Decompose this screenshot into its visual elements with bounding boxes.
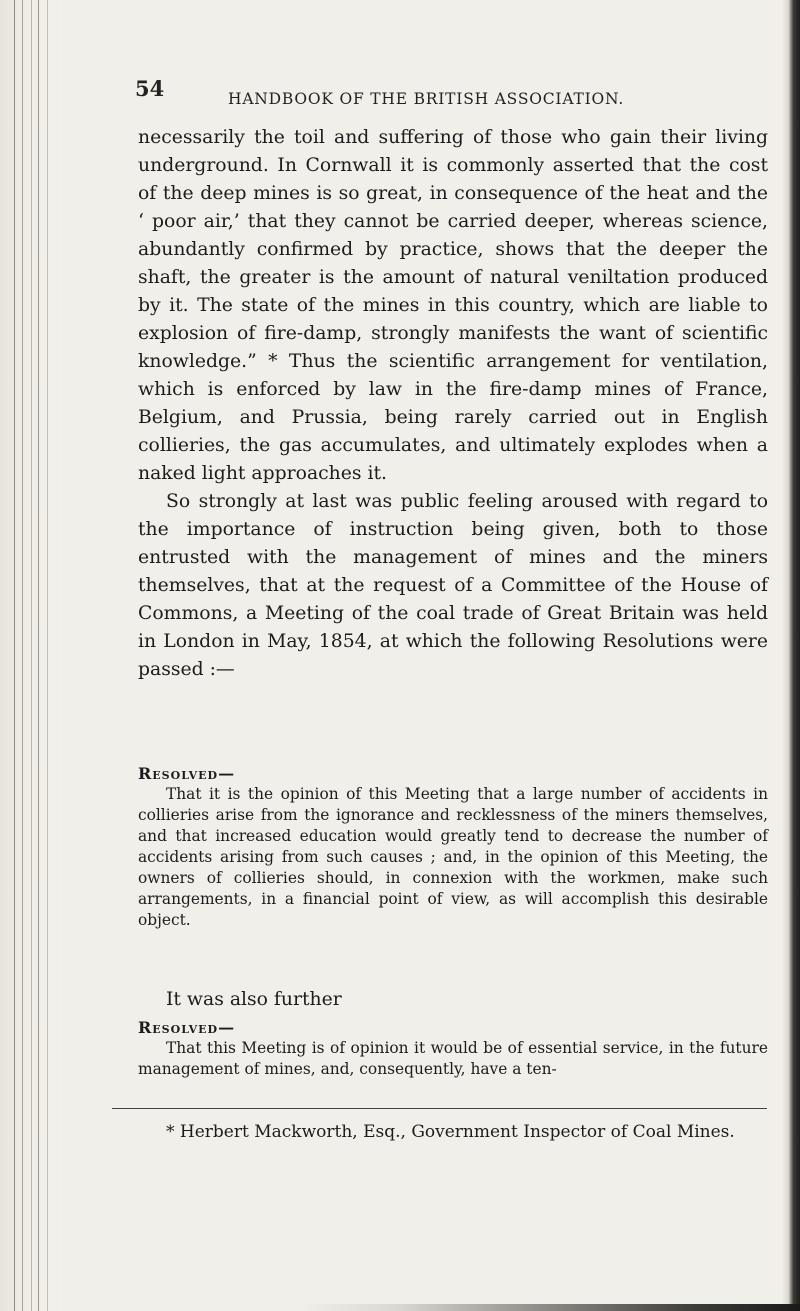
- resolved-heading: Resolved—: [138, 764, 236, 783]
- footnote-rule: [112, 1108, 767, 1109]
- footnote: * Herbert Mackworth, Esq., Government Inspector of Coal Mines.: [166, 1122, 735, 1142]
- running-head: HANDBOOK OF THE BRITISH ASSOCIATION.: [228, 90, 625, 108]
- binding-line: [14, 0, 15, 1311]
- binding-line: [31, 0, 32, 1311]
- resolution-block: [138, 764, 768, 931]
- resolved-heading: Resolved—: [138, 1018, 236, 1037]
- further-line: It was also further: [166, 989, 342, 1010]
- resolution-block: [138, 1018, 768, 1080]
- paragraph: So strongly at last was public feeling aroused with regard to the importance of instruction being given, both to those entrusted with the management of mines and the miners themselves, that at the request of a Committee of the House of Commons, a Meeting of the coal trade of Great Britain was held in London in May, 1854, at which the following Resolutions were passed :—: [138, 491, 768, 680]
- main-text: [138, 124, 768, 684]
- page-number: 54: [135, 76, 165, 101]
- resolution-text: That this Meeting is of opinion it would be of essential service, in the future management of mines, and, consequently, have a ten-: [138, 1039, 768, 1078]
- paragraph: necessarily the toil and suffering of those who gain their living underground. In Cornwall it is commonly asserted that the cost of the deep mines is so great, in consequence of the heat and the ‘ poor air,’ that they cannot be carried deeper, whereas science, abundantly confirmed by practice, shows that the deeper the shaft, the greater is the amount of natural veniltation produced by it. The state of the mines in this country, which are liable to explosion of fire-damp, strongly manifests the want of scientific knowledge.” * Thus the scientific arrangement for ventilation, which is enforced by law in the fire-damp mines of France, Belgium, and Prussia, being rarely carried out in English collieries, the gas accumulates, and ultimately explodes when a naked light approaches it.: [138, 127, 768, 484]
- binding-line: [47, 0, 48, 1311]
- page-bottom-edge: [300, 1304, 800, 1311]
- resolution-text: That it is the opinion of this Meeting that a large number of accidents in collieries arise from the ignorance and recklessness of the miners themselves, and that increased education would greatly tend to decrease the number of accidents arising from such causes ; and, in the opinion of this Meeting, the owners of collieries should, in connexion with the workmen, make such arrangements, in a financial point of view, as will accomplish this desirable object.: [138, 785, 768, 929]
- page-right-edge: [788, 0, 800, 1311]
- binding-line: [38, 0, 39, 1311]
- binding-line: [22, 0, 23, 1311]
